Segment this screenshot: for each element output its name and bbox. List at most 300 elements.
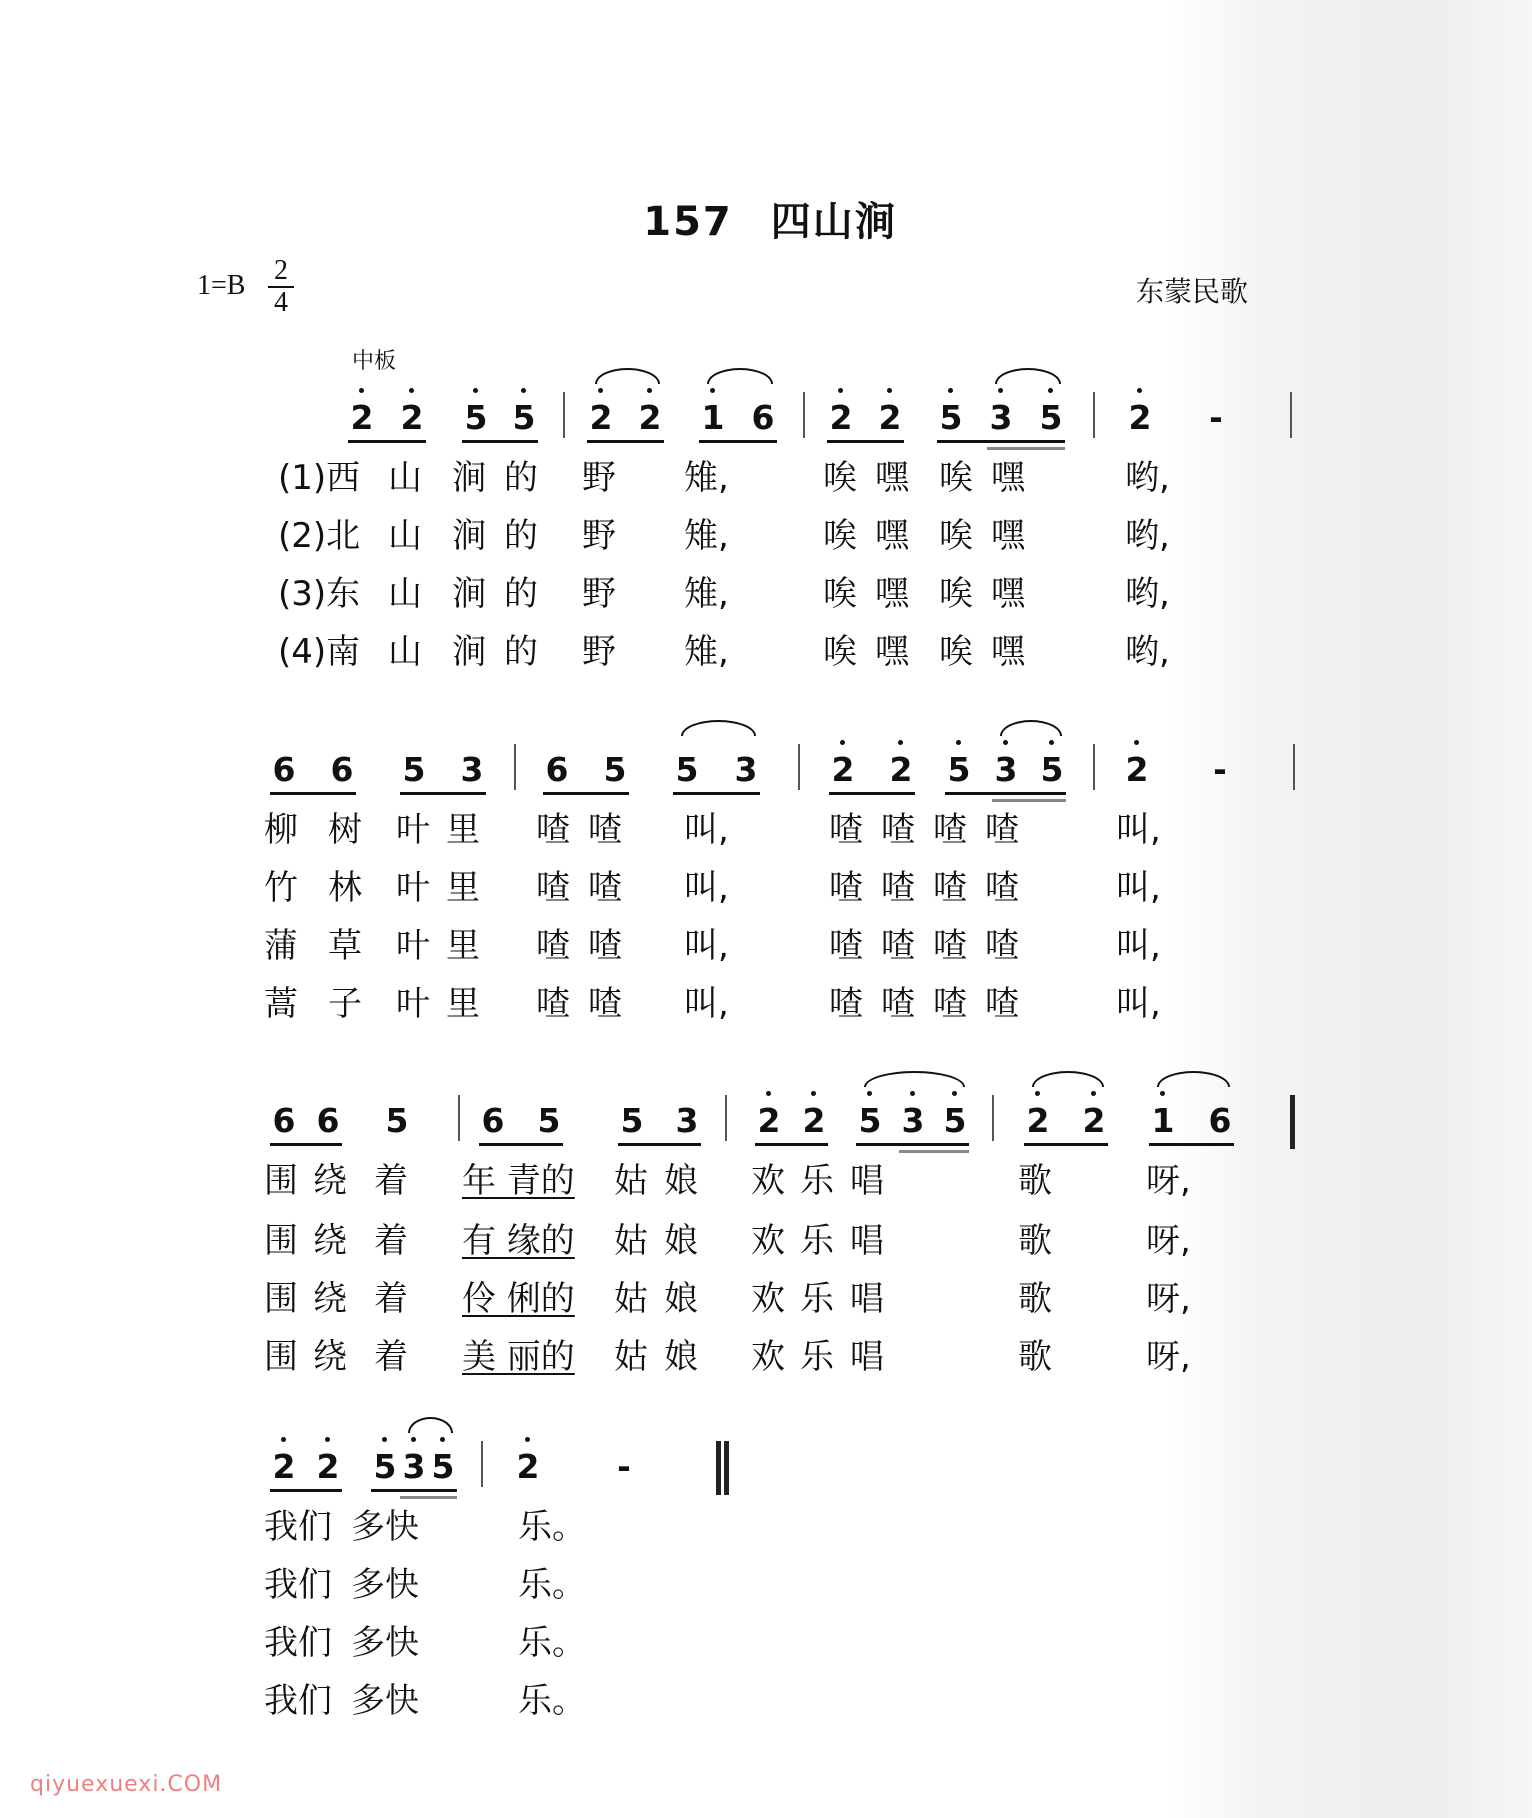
beam — [945, 792, 1066, 795]
note — [513, 1449, 543, 1485]
lyric-syllable: 娘 — [664, 1221, 698, 1261]
note — [370, 1449, 400, 1485]
note-digit: 3 — [675, 1101, 699, 1140]
lyric-syllable: 的 — [504, 516, 538, 556]
lyric-syllable: 乐 — [800, 1221, 834, 1261]
beam — [371, 1489, 457, 1492]
note-digit: 1 — [1151, 1101, 1175, 1140]
lyric-syllable: 乐。 — [518, 1681, 586, 1721]
note-digit: 5 — [512, 398, 536, 437]
beam-secondary — [987, 447, 1065, 450]
note — [936, 400, 966, 436]
high-octave-dot — [867, 1091, 872, 1096]
note — [672, 752, 702, 788]
lyric-syllable: 里 — [446, 926, 480, 966]
lyric-syllable: 唉 — [939, 458, 973, 498]
lyric-syllable: 围 — [264, 1337, 298, 1377]
beam — [937, 440, 1065, 443]
high-octave-dot — [1049, 740, 1054, 745]
lyric-syllable: 多快 — [351, 1565, 419, 1605]
lyric-syllable: 唉 — [823, 574, 857, 614]
lyric-syllable: 歌 — [1018, 1279, 1052, 1319]
barline — [1093, 744, 1095, 790]
barline — [803, 392, 805, 438]
lyric-syllable: 呀, — [1146, 1161, 1191, 1201]
note-digit: 6 — [545, 750, 569, 789]
note — [347, 400, 377, 436]
note — [586, 400, 616, 436]
note — [991, 752, 1021, 788]
lyric-syllable: 喳 — [536, 868, 570, 908]
lyric-syllable: 着 — [374, 1337, 408, 1377]
note — [1122, 752, 1152, 788]
lyric-syllable: 野 — [582, 574, 616, 614]
lyric-syllable: 叶 — [396, 868, 430, 908]
note — [635, 400, 665, 436]
lyric-syllable: 呀, — [1146, 1337, 1191, 1377]
note-digit: 5 — [431, 1447, 455, 1486]
lyric-syllable: 着 — [374, 1221, 408, 1261]
lyric-syllable: 野 — [582, 458, 616, 498]
lyric-syllable: 绕 — [313, 1221, 347, 1261]
lyric-syllable: 娘 — [664, 1161, 698, 1201]
lyric-syllable: 的 — [504, 632, 538, 672]
lyric-syllable: 草 — [328, 926, 362, 966]
lyric-syllable: (1)西 — [278, 458, 361, 498]
lyric-syllable: 乐。 — [518, 1507, 586, 1547]
lyric-syllable: 山 — [388, 574, 422, 614]
high-octave-dot — [525, 1437, 530, 1442]
note-digit: 3 — [901, 1101, 925, 1140]
barline — [1293, 744, 1295, 790]
note — [731, 752, 761, 788]
note-digit: 6 — [272, 1101, 296, 1140]
lyric-syllable: 姑 — [614, 1279, 648, 1319]
beam — [270, 1143, 342, 1146]
slur — [1032, 1071, 1104, 1087]
lyric-syllable: 嘿 — [991, 632, 1025, 672]
high-octave-dot — [710, 388, 715, 393]
high-octave-dot — [840, 740, 845, 745]
beam — [462, 440, 538, 443]
note — [269, 1449, 299, 1485]
high-octave-dot — [887, 388, 892, 393]
slur — [1000, 720, 1062, 736]
note-digit: 3 — [460, 750, 484, 789]
note — [313, 1449, 343, 1485]
final-barline — [716, 1441, 721, 1495]
high-octave-dot — [359, 388, 364, 393]
note — [269, 752, 299, 788]
lyric-syllable: 的 — [504, 574, 538, 614]
lyric-syllable: 我们 — [264, 1623, 332, 1663]
lyric-syllable: 喳 — [933, 926, 967, 966]
note-digit: - — [1213, 750, 1227, 789]
lyric-syllable: 喳 — [536, 984, 570, 1024]
note — [542, 752, 572, 788]
note — [399, 1449, 429, 1485]
note — [898, 1103, 928, 1139]
note — [855, 1103, 885, 1139]
beam — [618, 1143, 701, 1146]
lyric-syllable: 乐。 — [518, 1565, 586, 1605]
high-octave-dot — [1134, 740, 1139, 745]
barline — [725, 1095, 727, 1141]
note-digit: 5 — [1039, 398, 1063, 437]
lyric-syllable: 子 — [328, 984, 362, 1024]
lyric-syllable: (3)东 — [278, 574, 361, 614]
note-digit: 2 — [829, 398, 853, 437]
lyric-syllable: 绕 — [313, 1337, 347, 1377]
lyric-syllable: 欢 — [751, 1279, 785, 1319]
note-digit: 5 — [620, 1101, 644, 1140]
note — [828, 752, 858, 788]
lyric-syllable: 叫, — [684, 868, 729, 908]
note-digit: 6 — [1208, 1101, 1232, 1140]
lyric-syllable: 哟, — [1125, 574, 1170, 614]
note — [457, 752, 487, 788]
slur — [408, 1417, 453, 1433]
note — [944, 752, 974, 788]
lyric-syllable: 欢 — [751, 1221, 785, 1261]
high-octave-dot — [281, 1437, 286, 1442]
note-digit: 3 — [994, 750, 1018, 789]
lyric-syllable: 竹 — [264, 868, 298, 908]
note — [886, 752, 916, 788]
sustain-dash — [1205, 752, 1235, 788]
note — [940, 1103, 970, 1139]
note — [509, 400, 539, 436]
watermark: qiyuexuexi.COM — [30, 1772, 223, 1797]
beam — [270, 792, 356, 795]
note — [600, 752, 630, 788]
lyric-syllable: 哟, — [1125, 516, 1170, 556]
lyric-syllable: 蒲 — [264, 926, 298, 966]
note-digit: 2 — [831, 750, 855, 789]
beam — [587, 440, 664, 443]
note — [428, 1449, 458, 1485]
note — [826, 400, 856, 436]
sustain-dash — [609, 1449, 639, 1485]
note — [875, 400, 905, 436]
note — [1205, 1103, 1235, 1139]
note-digit: 5 — [939, 398, 963, 437]
slur — [864, 1071, 965, 1087]
lyric-syllable: 年 青的 — [462, 1161, 575, 1201]
note-digit: 6 — [316, 1101, 340, 1140]
lyric-syllable: 姑 — [614, 1221, 648, 1261]
lyric-syllable: 里 — [446, 868, 480, 908]
lyric-syllable: 山 — [388, 632, 422, 672]
note-digit: 6 — [272, 750, 296, 789]
lyric-syllable: 里 — [446, 984, 480, 1024]
high-octave-dot — [898, 740, 903, 745]
lyric-syllable: 喳 — [881, 868, 915, 908]
note-digit: 5 — [603, 750, 627, 789]
barline — [992, 1095, 994, 1141]
note-digit: 2 — [1125, 750, 1149, 789]
note-digit: 5 — [858, 1101, 882, 1140]
note-digit: 5 — [675, 750, 699, 789]
note-digit: 5 — [537, 1101, 561, 1140]
beam — [479, 1143, 563, 1146]
lyric-syllable: 唉 — [939, 632, 973, 672]
lyric-syllable: 山 — [388, 516, 422, 556]
note-digit: 2 — [1026, 1101, 1050, 1140]
lyric-syllable: 里 — [446, 810, 480, 850]
lyric-syllable: 唱 — [850, 1279, 884, 1319]
note-digit: 6 — [330, 750, 354, 789]
song-name: 四山涧 — [770, 199, 897, 245]
lyric-syllable: 欢 — [751, 1337, 785, 1377]
lyric-syllable: 叫, — [1116, 810, 1161, 850]
note — [478, 1103, 508, 1139]
lyric-syllable: 喳 — [985, 868, 1019, 908]
lyric-syllable: 涧 — [452, 574, 486, 614]
note-digit: 1 — [701, 398, 725, 437]
lyric-syllable: 喳 — [829, 868, 863, 908]
lyric-syllable: 喳 — [933, 868, 967, 908]
barline — [1093, 392, 1095, 438]
high-octave-dot — [910, 1091, 915, 1096]
lyric-syllable: 伶 俐的 — [462, 1279, 575, 1319]
song-origin: 东蒙民歌 — [1136, 275, 1249, 308]
lyric-syllable: 叫, — [684, 984, 729, 1024]
lyric-syllable: 叶 — [396, 926, 430, 966]
note — [397, 400, 427, 436]
lyric-syllable: 林 — [328, 868, 362, 908]
final-barline — [1290, 1095, 1295, 1149]
lyric-syllable: 嘿 — [875, 458, 909, 498]
lyric-syllable: 呀, — [1146, 1279, 1191, 1319]
note-digit: 2 — [889, 750, 913, 789]
lyric-syllable: 叫, — [1116, 868, 1161, 908]
beam — [827, 440, 904, 443]
note-digit: 5 — [402, 750, 426, 789]
lyric-syllable: 唉 — [823, 516, 857, 556]
song-number: 157 — [643, 199, 733, 245]
note — [1023, 1103, 1053, 1139]
lyric-syllable: 喳 — [588, 926, 622, 966]
lyric-syllable: 多快 — [351, 1507, 419, 1547]
note-digit: 3 — [989, 398, 1013, 437]
note-digit: 2 — [1128, 398, 1152, 437]
note-digit: 2 — [878, 398, 902, 437]
high-octave-dot — [411, 1437, 416, 1442]
note — [1148, 1103, 1178, 1139]
lyric-syllable: 唱 — [850, 1337, 884, 1377]
lyric-syllable: 喳 — [829, 984, 863, 1024]
lyric-syllable: 喳 — [985, 984, 1019, 1024]
note-digit: 6 — [481, 1101, 505, 1140]
lyric-syllable: 我们 — [264, 1507, 332, 1547]
note — [461, 400, 491, 436]
lyric-syllable: 围 — [264, 1161, 298, 1201]
note — [1125, 400, 1155, 436]
lyric-syllable: 唉 — [823, 458, 857, 498]
lyric-syllable: 唉 — [823, 632, 857, 672]
lyric-syllable: 山 — [388, 458, 422, 498]
note-digit: 2 — [1082, 1101, 1106, 1140]
high-octave-dot — [1003, 740, 1008, 745]
note — [617, 1103, 647, 1139]
lyric-syllable: (4)南 — [278, 632, 361, 672]
lyric-syllable: 喳 — [933, 984, 967, 1024]
lyric-syllable: 喳 — [588, 868, 622, 908]
high-octave-dot — [1048, 388, 1053, 393]
note-digit: 5 — [1040, 750, 1064, 789]
lyric-syllable: 喳 — [985, 810, 1019, 850]
barline — [563, 392, 565, 438]
lyric-syllable: 喳 — [881, 810, 915, 850]
note-digit: 5 — [464, 398, 488, 437]
note — [382, 1103, 412, 1139]
high-octave-dot — [1137, 388, 1142, 393]
note — [1037, 752, 1067, 788]
high-octave-dot — [952, 1091, 957, 1096]
barline — [514, 744, 516, 790]
note-digit: 2 — [400, 398, 424, 437]
lyric-syllable: 唱 — [850, 1221, 884, 1261]
high-octave-dot — [598, 388, 603, 393]
tempo-marking: 中板 — [352, 349, 397, 374]
lyric-syllable: 涧 — [452, 632, 486, 672]
note-digit: 2 — [316, 1447, 340, 1486]
lyric-syllable: 唉 — [939, 516, 973, 556]
lyric-syllable: 嘿 — [875, 574, 909, 614]
lyric-syllable: 雉, — [684, 632, 729, 672]
lyric-syllable: 雉, — [684, 458, 729, 498]
lyric-syllable: 美 丽的 — [462, 1337, 575, 1377]
lyric-syllable: 围 — [264, 1279, 298, 1319]
lyric-syllable: 嘿 — [991, 574, 1025, 614]
note-digit: 5 — [373, 1447, 397, 1486]
slur — [595, 368, 660, 384]
lyric-syllable: 雉, — [684, 574, 729, 614]
lyric-syllable: 哟, — [1125, 632, 1170, 672]
lyric-syllable: 唱 — [850, 1161, 884, 1201]
lyric-syllable: 嘿 — [991, 516, 1025, 556]
high-octave-dot — [325, 1437, 330, 1442]
beam — [270, 1489, 342, 1492]
high-octave-dot — [998, 388, 1003, 393]
barline — [458, 1095, 460, 1141]
beam — [348, 440, 426, 443]
meter-bottom: 4 — [274, 287, 288, 318]
lyric-syllable: 着 — [374, 1161, 408, 1201]
lyric-syllable: 叫, — [684, 926, 729, 966]
lyric-syllable: 我们 — [264, 1565, 332, 1605]
note — [399, 752, 429, 788]
beam — [829, 792, 915, 795]
lyric-syllable: 歌 — [1018, 1337, 1052, 1377]
beam — [856, 1143, 969, 1146]
lyric-syllable: 姑 — [614, 1161, 648, 1201]
high-octave-dot — [838, 388, 843, 393]
lyric-syllable: 乐 — [800, 1161, 834, 1201]
lyric-syllable: 涧 — [452, 516, 486, 556]
lyric-syllable: 着 — [374, 1279, 408, 1319]
lyric-syllable: 树 — [328, 810, 362, 850]
note-digit: 2 — [802, 1101, 826, 1140]
high-octave-dot — [956, 740, 961, 745]
lyric-syllable: 喳 — [933, 810, 967, 850]
lyric-syllable: 娘 — [664, 1279, 698, 1319]
note — [1036, 400, 1066, 436]
lyric-syllable: 涧 — [452, 458, 486, 498]
beam — [1024, 1143, 1108, 1146]
note — [799, 1103, 829, 1139]
meter-top: 2 — [274, 255, 288, 286]
note — [313, 1103, 343, 1139]
lyric-syllable: 围 — [264, 1221, 298, 1261]
beam-secondary — [400, 1496, 457, 1499]
lyric-syllable: 哟, — [1125, 458, 1170, 498]
slur — [1157, 1071, 1230, 1087]
lyric-syllable: 唉 — [939, 574, 973, 614]
note-digit: 5 — [943, 1101, 967, 1140]
high-octave-dot — [521, 388, 526, 393]
lyric-syllable: 乐。 — [518, 1623, 586, 1663]
high-octave-dot — [1035, 1091, 1040, 1096]
high-octave-dot — [409, 388, 414, 393]
note-digit: 2 — [516, 1447, 540, 1486]
beam — [1149, 1143, 1234, 1146]
sustain-dash — [1201, 400, 1231, 436]
lyric-syllable: 叫, — [684, 810, 729, 850]
lyric-syllable: 叶 — [396, 984, 430, 1024]
high-octave-dot — [811, 1091, 816, 1096]
lyric-syllable: 欢 — [751, 1161, 785, 1201]
lyric-syllable: 蒿 — [264, 984, 298, 1024]
lyric-syllable: 绕 — [313, 1279, 347, 1319]
lyric-syllable: 叫, — [1116, 984, 1161, 1024]
beam — [755, 1143, 828, 1146]
high-octave-dot — [1160, 1091, 1165, 1096]
note — [1079, 1103, 1109, 1139]
note-digit: 5 — [385, 1101, 409, 1140]
high-octave-dot — [382, 1437, 387, 1442]
note — [748, 400, 778, 436]
beam-secondary — [899, 1150, 969, 1153]
note — [986, 400, 1016, 436]
lyric-syllable: 歌 — [1018, 1221, 1052, 1261]
lyric-syllable: 我们 — [264, 1681, 332, 1721]
lyric-syllable: 嘿 — [875, 516, 909, 556]
lyric-syllable: 喳 — [536, 926, 570, 966]
lyric-syllable: 绕 — [313, 1161, 347, 1201]
lyric-syllable: 野 — [582, 516, 616, 556]
lyric-syllable: 喳 — [829, 810, 863, 850]
song-title — [0, 190, 1532, 247]
lyric-syllable: 喳 — [829, 926, 863, 966]
note-digit: 3 — [734, 750, 758, 789]
lyric-syllable: 喳 — [881, 926, 915, 966]
lyric-syllable: 雉, — [684, 516, 729, 556]
note-digit: 2 — [272, 1447, 296, 1486]
lyric-syllable: 叫, — [1116, 926, 1161, 966]
beam — [400, 792, 486, 795]
key-signature: 1=B — [197, 270, 246, 301]
note — [698, 400, 728, 436]
lyric-syllable: 多快 — [351, 1623, 419, 1663]
note-digit: 6 — [751, 398, 775, 437]
note-digit: 2 — [757, 1101, 781, 1140]
lyric-syllable: 的 — [504, 458, 538, 498]
slur — [681, 720, 756, 736]
note — [534, 1103, 564, 1139]
barline — [481, 1441, 483, 1487]
